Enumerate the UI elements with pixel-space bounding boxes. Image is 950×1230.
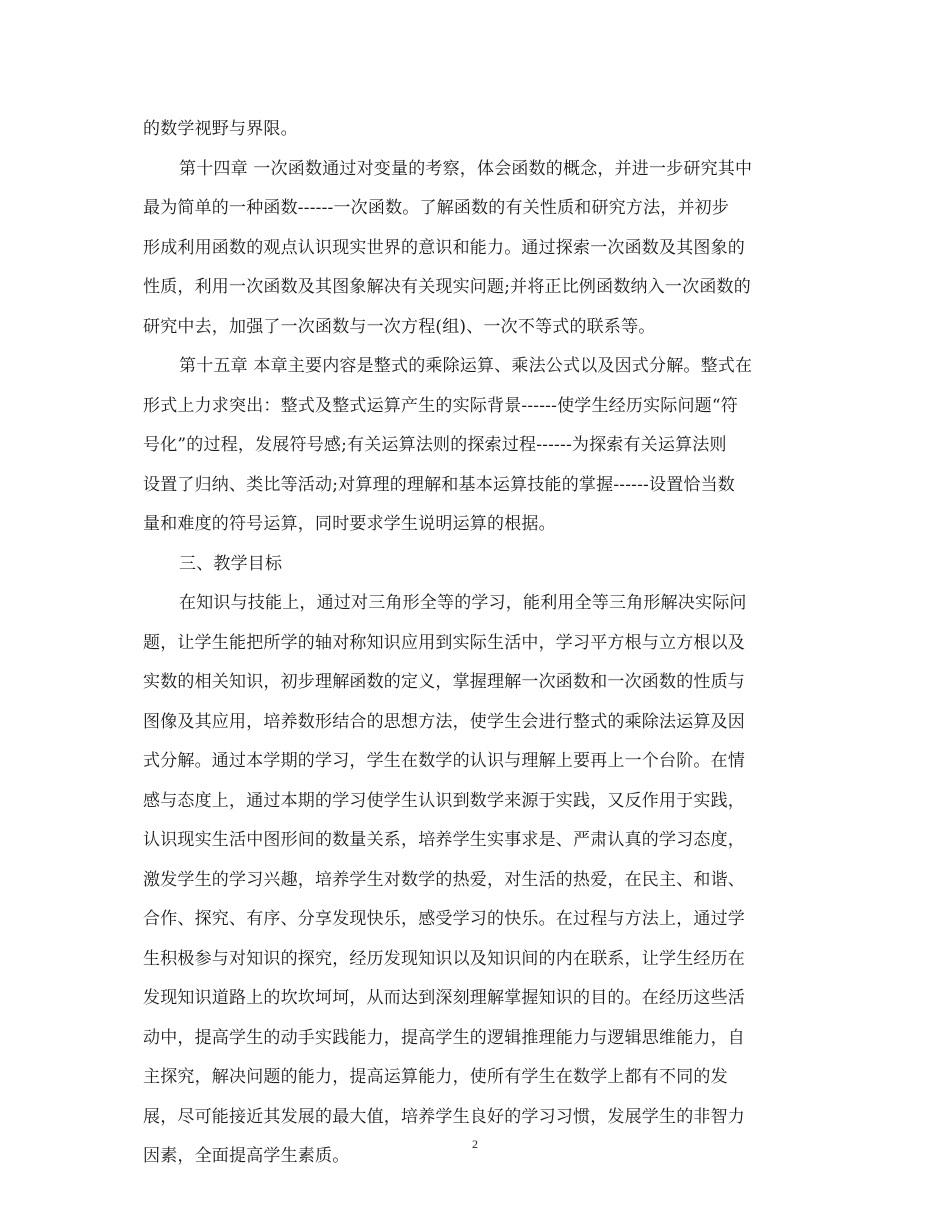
text-line: 研究中去，加强了一次函数与一次方程(组)、一次不等式的联系等。 [143, 316, 656, 337]
text-line: 第十五章 本章主要内容是整式的乘除运算、乘法公式以及因式分解。整式在 [179, 356, 753, 376]
text-line: 的数学视野与界限。 [143, 119, 298, 139]
text-line: 设置了归纳、类比等活动;对算理的理解和基本运算技能的掌握------设置恰当数 [143, 474, 735, 495]
text-line: 式分解。通过本学期的学习，学生在数学的认识与理解上要再上一个台阶。在情 [143, 751, 745, 771]
text-line: 展，尽可能接近其发展的最大值，培养学生良好的学习习惯，发展学生的非智力 [143, 1106, 745, 1127]
text-line: 动中，提高学生的动手实践能力，提高学生的逻辑推理能力与逻辑思维能力，自 [143, 1027, 745, 1048]
page-number: 2 [472, 1137, 478, 1151]
text-line: 在知识与技能上，通过对三角形全等的学习，能利用全等三角形解决实际问 [179, 593, 747, 613]
text-line: 感与态度上，通过本期的学习使学生认识到数学来源于实践，又反作用于实践， [143, 790, 745, 811]
text-line: 生积极参与对知识的探究，经历发现知识以及知识间的内在联系，让学生经历在 [143, 948, 745, 969]
text-line: 主探究，解决问题的能力，提高运算能力，使所有学生在数学上都有不同的发 [143, 1067, 728, 1087]
body-text [143, 110, 808, 1177]
text-line: 因素，全面提高学生素质。 [143, 1146, 350, 1166]
section-heading: 三、教学目标 [179, 553, 283, 574]
text-line: 认识现实生活中图形间的数量关系，培养学生实事求是、严肃认真的学习态度， [143, 830, 745, 850]
text-line: 第十四章 一次函数通过对变量的考察，体会函数的概念，并进一步研究其中 [179, 158, 753, 179]
text-line: 激发学生的学习兴趣，培养学生对数学的热爱，对生活的热爱，在民主、和谐、 [143, 869, 745, 890]
text-line: 量和难度的符号运算，同时要求学生说明运算的根据。 [143, 514, 556, 534]
text-line: 最为简单的一种函数------一次函数。了解函数的有关性质和研究方法，并初步 [143, 198, 730, 218]
text-line: 形式上力求突出：整式及整式运算产生的实际背景------使学生经历实际问题“符 [143, 395, 738, 416]
text-line: 发现知识道路上的坎坎坷坷，从而达到深刻理解掌握知识的目的。在经历这些活 [143, 988, 745, 1008]
text-line: 性质，利用一次函数及其图象解决有关现实问题;并将正比例函数纳入一次函数的 [143, 277, 751, 297]
text-line: 合作、探究、有序、分享发现快乐，感受学习的快乐。在过程与方法上，通过学 [143, 909, 745, 929]
text-line: 实数的相关知识，初步理解函数的定义，掌握理解一次函数和一次函数的性质与 [143, 672, 745, 692]
text-line: 号化”的过程，发展符号感;有关运算法则的探索过程------为探索有关运算法则 [143, 435, 727, 455]
text-line: 题，让学生能把所学的轴对称知识应用到实际生活中，学习平方根与立方根以及 [143, 632, 745, 653]
text-line: 形成利用函数的观点认识现实世界的意识和能力。通过探索一次函数及其图象的 [143, 237, 745, 258]
text-line: 图像及其应用，培养数形结合的思想方法，使学生会进行整式的乘除法运算及因 [143, 711, 745, 732]
